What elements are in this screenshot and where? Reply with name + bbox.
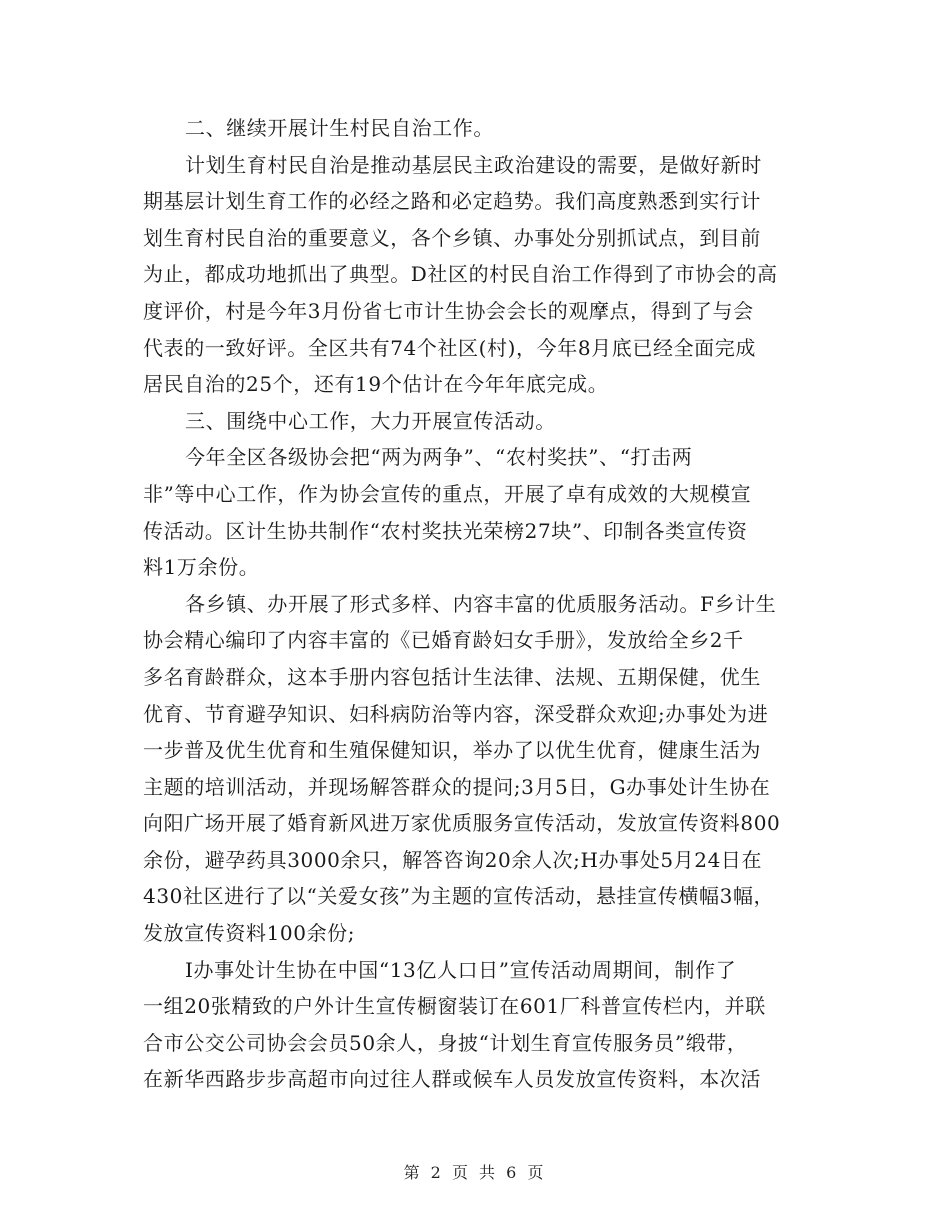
paragraph-line: 期基层计划生育工作的必经之路和必定趋势。我们高度熟悉到实行计 — [143, 189, 761, 214]
paragraph-line: 优育、节育避孕知识、妇科病防治等内容，深受群众欢迎;办事处为进 — [143, 701, 769, 726]
paragraph-line: 划生育村民自治的重要意义，各个乡镇、办事处分别抓试点，到目前 — [143, 225, 761, 250]
paragraph-line: 余份，避孕药具3000余只，解答咨询20余人次;H办事处5月24日在 — [143, 847, 763, 872]
section-heading: 三、围绕中心工作，大力开展宣传活动。 — [185, 408, 556, 433]
document-body — [143, 110, 823, 1098]
paragraph-line: 代表的一致好评。全区共有74个社区(村)，今年8月底已经全面完成 — [143, 335, 756, 360]
paragraph-line: 合市公交公司协会会员50余人，身披“计划生育宣传服务员”缎带， — [143, 1030, 748, 1055]
paragraph-line: 料1万余份。 — [143, 555, 260, 580]
section-heading: 二、继续开展计生村民自治工作。 — [185, 116, 494, 140]
paragraph-line: 度评价，村是今年3月份省七市计生协会会长的观摩点，得到了与会 — [143, 298, 754, 323]
paragraph-line: 计划生育村民自治是推动基层民主政治建设的需要，是做好新时 — [185, 152, 762, 177]
paragraph-line: 今年全区各级协会把“两为两争”、“农村奖扶”、“打击两 — [185, 445, 693, 470]
paragraph-line: 多名育龄群众，这本手册内容包括计生法律、法规、五期保健，优生 — [143, 664, 761, 689]
paragraph-line: 主题的培训活动，并现场解答群众的提问;3月5日，G办事处计生协在 — [143, 774, 771, 799]
paragraph-line: I办事处计生协在中国“13亿人口日”宣传活动周期间，制作了 — [185, 957, 737, 982]
paragraph-line: 居民自治的25个，还有19个估计在今年年底完成。 — [143, 372, 609, 397]
paragraph-line: 传活动。区计生协共制作“农村奖扶光荣榜27块”、印制各类宣传资 — [143, 518, 748, 543]
paragraph-line: 在新华西路步步高超市向过往人群或候车人员发放宣传资料，本次活 — [143, 1067, 761, 1092]
paragraph-line: 各乡镇、办开展了形式多样、内容丰富的优质服务活动。F乡计生 — [185, 591, 777, 616]
paragraph-line: 协会精心编印了内容丰富的《已婚育龄妇女手册》，发放给全乡2千 — [143, 628, 744, 653]
paragraph-line: 一组20张精致的户外计生宣传橱窗装订在601厂科普宣传栏内，并联 — [143, 994, 766, 1019]
paragraph-line: 一步普及优生优育和生殖保健知识，举办了以优生优育，健康生活为 — [143, 738, 761, 763]
paragraph-line: 430社区进行了以“关爱女孩”为主题的宣传活动，悬挂宣传横幅3幅， — [143, 884, 775, 909]
paragraph-line: 发放宣传资料100余份; — [143, 921, 356, 946]
page-number-footer: 第 2 页 共 6 页 — [403, 1163, 547, 1182]
paragraph-line: 非”等中心工作，作为协会宣传的重点，开展了卓有成效的大规模宣 — [143, 481, 752, 506]
paragraph-line: 向阳广场开展了婚育新风进万家优质服务宣传活动，发放宣传资料800 — [143, 811, 781, 836]
paragraph-line: 为止，都成功地抓出了典型。D社区的村民自治工作得到了市协会的高 — [143, 262, 778, 287]
